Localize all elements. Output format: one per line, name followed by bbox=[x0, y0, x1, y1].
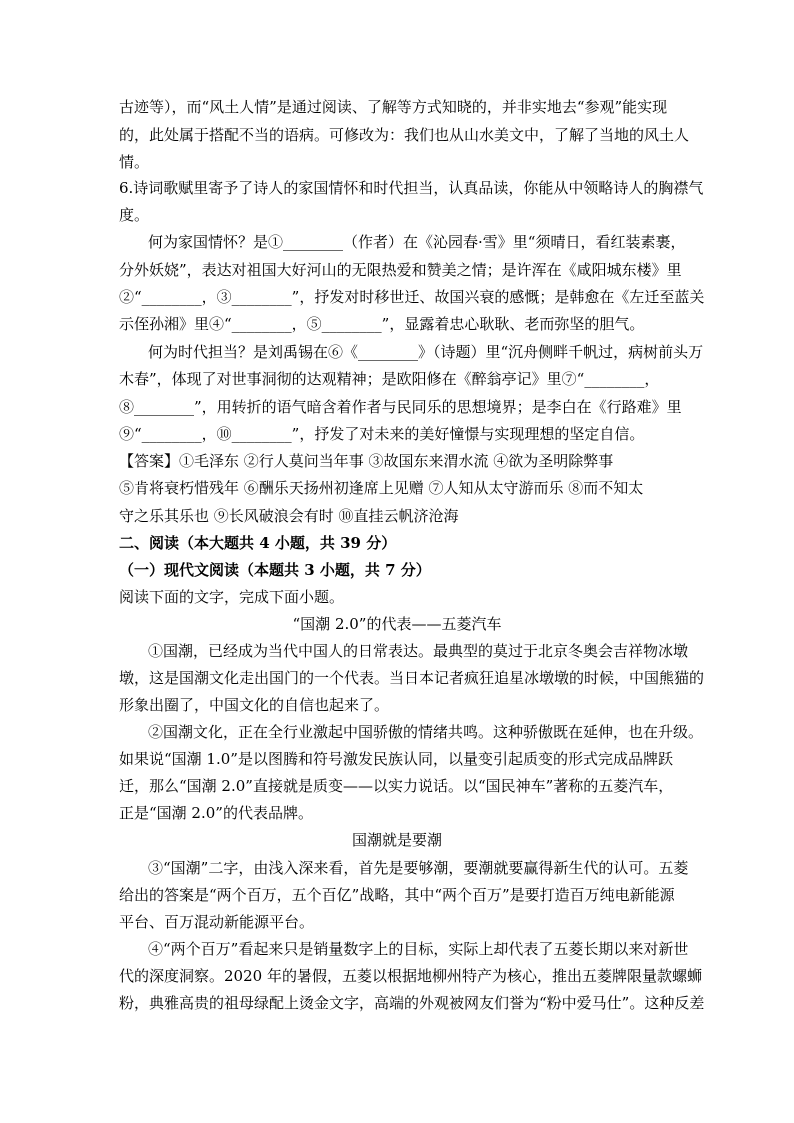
q6-paragraph-line: ⑨“________，⑩________”，抒发了对未来的美好憧憬与实现理想的坚定自信。 bbox=[119, 425, 645, 443]
article-paragraph-line: 粉，典雅高贵的祖母绿配上烫金文字，高端的外观被网友们誉为“粉中爱马仕”。这种反差 bbox=[119, 994, 705, 1012]
reading-instruction: 阅读下面的文字，完成下面小题。 bbox=[119, 588, 345, 606]
article-paragraph-line: 迁，那么“国潮 2.0”直接就是质变——以实力说话。以“国民神车”著称的五菱汽车， bbox=[119, 777, 674, 795]
question-6-stem: 6.诗词歌赋里寄予了诗人的家国情怀和时代担当，认真品读，你能从中领略诗人的胸襟气 bbox=[119, 179, 704, 197]
section-heading: 二、阅读（本大题共 4 小题，共 39 分） bbox=[119, 534, 397, 552]
q6-paragraph-line: 木春”，体现了对世事洞彻的达观精神；是欧阳修在《醉翁亭记》里⑦“________， bbox=[119, 370, 660, 388]
q5-answer-line: 的，此处属于搭配不当的语病。可修改为：我们也从山水美文中，了解了当地的风土人 bbox=[119, 126, 690, 144]
q5-answer-line: 情。 bbox=[119, 153, 150, 171]
question-6-stem: 度。 bbox=[119, 206, 150, 224]
article-paragraph-line: ③“国潮”二字，由浅入深来看，首先是要够潮，要潮就要赢得新生代的认可。五菱 bbox=[148, 859, 689, 877]
article-paragraph-line: 给出的答案是“两个百万，五个百亿”战略，其中“两个百万”是要打造百万纯电新能源 bbox=[119, 886, 675, 904]
article-paragraph-line: ④“两个百万”看起来只是销量数字上的目标，实际上却代表了五菱长期以来对新世 bbox=[148, 940, 689, 958]
q6-answer-line: 守之乐其乐也 ⑨长风破浪会有时 ⑩直挂云帆济沧海 bbox=[119, 507, 459, 525]
article-paragraph-line: 代的深度洞察。2020 年的暑假，五菱以根据地柳州特产为核心，推出五菱牌限量款螺蛳 bbox=[119, 967, 702, 985]
article-subtitle: 国潮就是要潮 bbox=[351, 831, 442, 849]
article-paragraph-line: 平台、百万混动新能源平台。 bbox=[119, 913, 315, 931]
article-title: “国潮 2.0”的代表——五菱汽车 bbox=[292, 615, 502, 633]
article-paragraph-line: ①国潮，已经成为当代中国人的日常表达。最典型的莫过于北京冬奥会吉祥物冰墩 bbox=[148, 642, 689, 660]
q6-answer-line: ⑤肯将衰朽惜残年 ⑥酬乐天扬州初逢席上见赠 ⑦人知从太守游而乐 ⑧而不知太 bbox=[119, 479, 644, 497]
article-paragraph-line: ②国潮文化，正在全行业激起中国骄傲的情绪共鸣。这种骄傲既在延伸，也在升级。 bbox=[148, 723, 704, 741]
subsection-heading: （一）现代文阅读（本题共 3 小题，共 7 分） bbox=[119, 561, 431, 579]
q6-paragraph-line: 何为家国情怀？是①________（作者）在《沁园春·雪》里“须晴日，看红装素裹， bbox=[148, 233, 686, 251]
article-paragraph-line: 如果说“国潮 1.0”是以图腾和符号激发民族认同，以量变引起质变的形式完成品牌跃 bbox=[119, 750, 673, 768]
q6-paragraph-line: 分外妖娆”，表达对祖国大好河山的无限热爱和赞美之情；是许浑在《咸阳城东楼》里 bbox=[119, 261, 682, 279]
q5-answer-line: 古迹等），而“风土人情”是通过阅读、了解等方式知晓的，并非实地去“参观”能实现 bbox=[119, 98, 668, 116]
q6-paragraph-line: 示侄孙湘》里④“________，⑤________”，显露着忠心耿耿、老而弥坚的胆气。 bbox=[119, 315, 645, 333]
q6-answer-line: 【答案】①毛泽东 ②行人莫问当年事 ③故国东来渭水流 ④欲为圣明除弊事 bbox=[119, 452, 614, 470]
q6-paragraph-line: 何为时代担当？是刘禹锡在⑥《________》（诗题）里“沉舟侧畔千帆过，病树前头万 bbox=[148, 343, 704, 361]
q6-paragraph-line: ⑧________”，用转折的语气暗含着作者与民同乐的思想境界；是李白在《行路难》里 bbox=[119, 398, 682, 416]
article-paragraph-line: 正是“国潮 2.0”的代表品牌。 bbox=[119, 804, 313, 822]
article-paragraph-line: 形象出圈了，中国文化的自信也起来了。 bbox=[119, 696, 390, 714]
q6-paragraph-line: ②“________，③________”，抒发对时移世迁、故国兴衰的感慨；是韩愈在《左迁至蓝关 bbox=[119, 288, 705, 306]
article-paragraph-line: 墩，这是国潮文化走出国门的一个代表。当日本记者疯狂追星冰墩墩的时候，中国熊猫的 bbox=[119, 669, 705, 687]
